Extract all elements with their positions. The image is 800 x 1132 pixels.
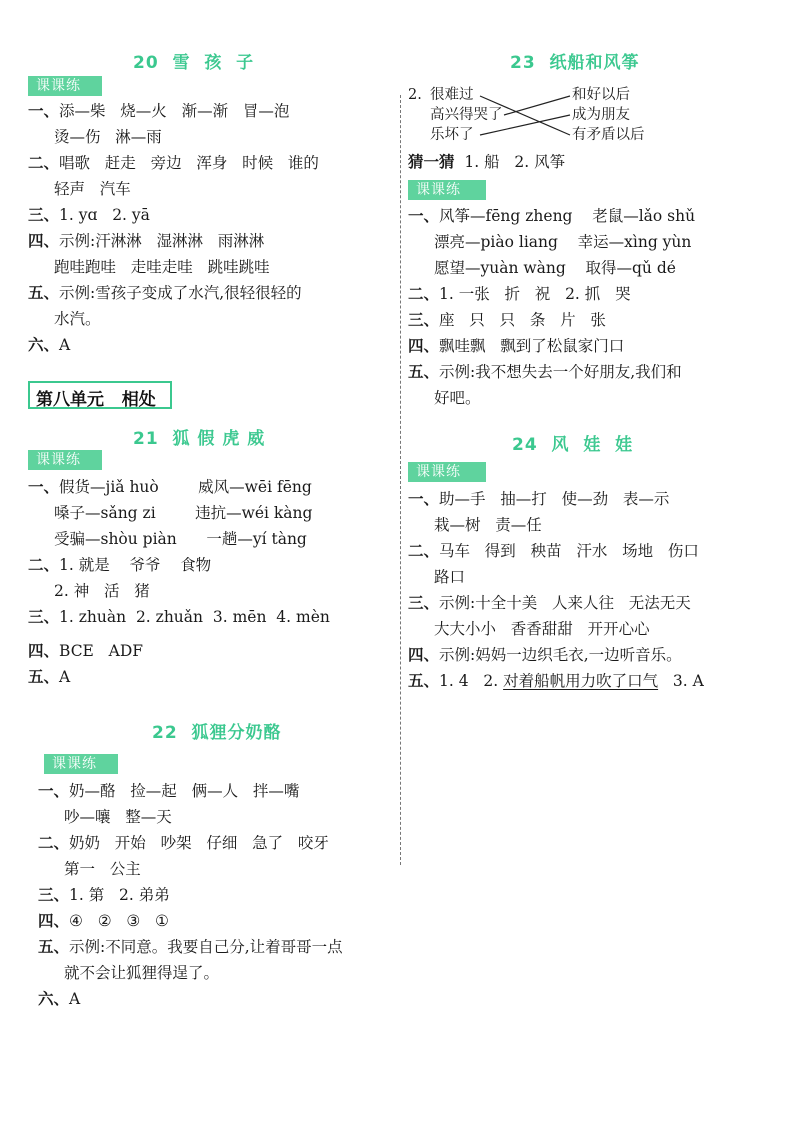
- answer-line: 三、1. yɑ 2. yā: [28, 206, 150, 224]
- answer-line: 五、示例:不同意。我要自己分,让着哥哥一点: [38, 938, 343, 956]
- answer-line: 好吧。: [434, 389, 481, 407]
- answer-line: 五、1. 4 2. 对着船帆用力吹了口气 3. A: [408, 672, 704, 690]
- riddle-answer: 猜一猜 1. 船 2. 风筝: [408, 153, 566, 171]
- answer-line: 2. 神 活 猪: [54, 582, 150, 600]
- lesson-20-title: 20 雪 孩 子: [133, 53, 255, 73]
- matching-exercise: [408, 86, 678, 146]
- answer-line: 跑哇跑哇 走哇走哇 跳哇跳哇: [54, 258, 270, 276]
- answer-line: 大大小小 香香甜甜 开开心心: [434, 620, 650, 638]
- lesson-23-title: 23 纸船和风筝: [510, 53, 640, 73]
- answer-line: 二、唱歌 赶走 旁边 浑身 时候 谁的: [28, 154, 319, 172]
- unit-8-title: 第八单元 相处: [36, 390, 156, 410]
- practice-tag: 课课练: [44, 754, 118, 774]
- answer-line: 愿望—yuàn wàng 取得—qǔ dé: [434, 259, 676, 277]
- answer-line: 就不会让狐狸得逞了。: [64, 964, 220, 982]
- lesson-24-title: 24 风 娃 娃: [512, 435, 634, 455]
- answer-line: 五、示例:我不想失去一个好朋友,我们和: [408, 363, 682, 381]
- match-right-3: 有矛盾以后: [572, 127, 645, 143]
- answer-line: 一、奶—酪 捡—起 俩—人 拌—嘴: [38, 782, 300, 800]
- answer-line: 六、A: [28, 336, 71, 354]
- column-divider: [400, 95, 401, 865]
- answer-line: 四、BCE ADF: [28, 642, 144, 660]
- answer-line: 吵—嚷 整—天: [64, 808, 172, 826]
- match-line: [480, 115, 570, 135]
- answer-line: 嗓子—sǎng zi 违抗—wéi kàng: [54, 504, 313, 522]
- answer-line: 六、A: [38, 990, 81, 1008]
- matching-number: 2.: [408, 87, 422, 103]
- matching-lines: [408, 86, 678, 146]
- lesson-21-answers: [28, 474, 330, 690]
- answer-line: 一、助—手 抽—打 使—劲 表—示: [408, 490, 670, 508]
- answer-line: 四、示例:汗淋淋 湿淋淋 雨淋淋: [28, 232, 265, 250]
- answer-line: 三、座 只 只 条 片 张: [408, 311, 606, 329]
- lesson-23-answers: [408, 203, 695, 411]
- match-right-2: 成为朋友: [572, 107, 630, 123]
- answer-line: 三、1. 第 2. 弟弟: [38, 886, 170, 904]
- answer-line: 第一 公主: [64, 860, 141, 878]
- answer-line: 一、添—柴 烧—火 渐—渐 冒—泡: [28, 102, 290, 120]
- practice-tag: 课课练: [408, 180, 486, 200]
- answer-line: 二、奶奶 开始 吵架 仔细 急了 咬牙: [38, 834, 329, 852]
- match-line: [480, 96, 570, 135]
- lesson-22-title: 22 狐狸分奶酪: [152, 723, 282, 743]
- answer-line: 漂亮—piào liang 幸运—xìng yùn: [434, 233, 692, 251]
- match-right-1: 和好以后: [572, 87, 630, 103]
- answer-line: 一、风筝—fēng zheng 老鼠—lǎo shǔ: [408, 207, 696, 225]
- match-left-3: 乐坏了: [430, 127, 474, 143]
- answer-line: 二、1. 一张 折 祝 2. 抓 哭: [408, 285, 631, 303]
- lesson-21-title: 21 狐 假 虎 威: [133, 429, 266, 449]
- answer-line: 四、示例:妈妈一边织毛衣,一边听音乐。: [408, 646, 682, 664]
- lesson-20-answers: [28, 98, 319, 358]
- answer-line: 四、飘哇飘 飘到了松鼠家门口: [408, 337, 625, 355]
- answer-line: 烫—伤 淋—雨: [54, 128, 162, 146]
- lesson-24-answers: [408, 486, 704, 694]
- answer-line: 路口: [434, 568, 466, 586]
- answer-line: 水汽。: [54, 310, 101, 328]
- answer-line: 栽—树 责—任: [434, 516, 542, 534]
- match-left-1: 很难过: [430, 87, 474, 103]
- underlined-answer: 对着船帆用力吹了口气: [503, 672, 659, 690]
- answer-line: 五、A: [28, 668, 71, 686]
- match-line: [504, 96, 570, 115]
- answer-line: 受骗—shòu piàn 一趟—yí tàng: [54, 530, 307, 548]
- answer-line: 三、示例:十全十美 人来人往 无法无天: [408, 594, 691, 612]
- answer-line: 轻声 汽车: [54, 180, 131, 198]
- answer-line: 三、1. zhuàn 2. zhuǎn 3. mēn 4. mèn: [28, 608, 330, 626]
- unit-8-heading: [28, 381, 172, 409]
- lesson-22-answers: [38, 778, 343, 1012]
- answer-line: 五、示例:雪孩子变成了水汽,很轻很轻的: [28, 284, 302, 302]
- answer-line: 四、④ ② ③ ①: [38, 912, 169, 930]
- answer-line: 一、假货—jiǎ huò 威风—wēi fēng: [28, 478, 312, 496]
- answer-line: 二、马车 得到 秧苗 汗水 场地 伤口: [408, 542, 699, 560]
- practice-tag: 课课练: [408, 462, 486, 482]
- answer-line: 二、1. 就是 爷爷 食物: [28, 556, 212, 574]
- practice-tag: 课课练: [28, 450, 102, 470]
- practice-tag: 课课练: [28, 76, 102, 96]
- match-left-2: 高兴得哭了: [430, 107, 503, 123]
